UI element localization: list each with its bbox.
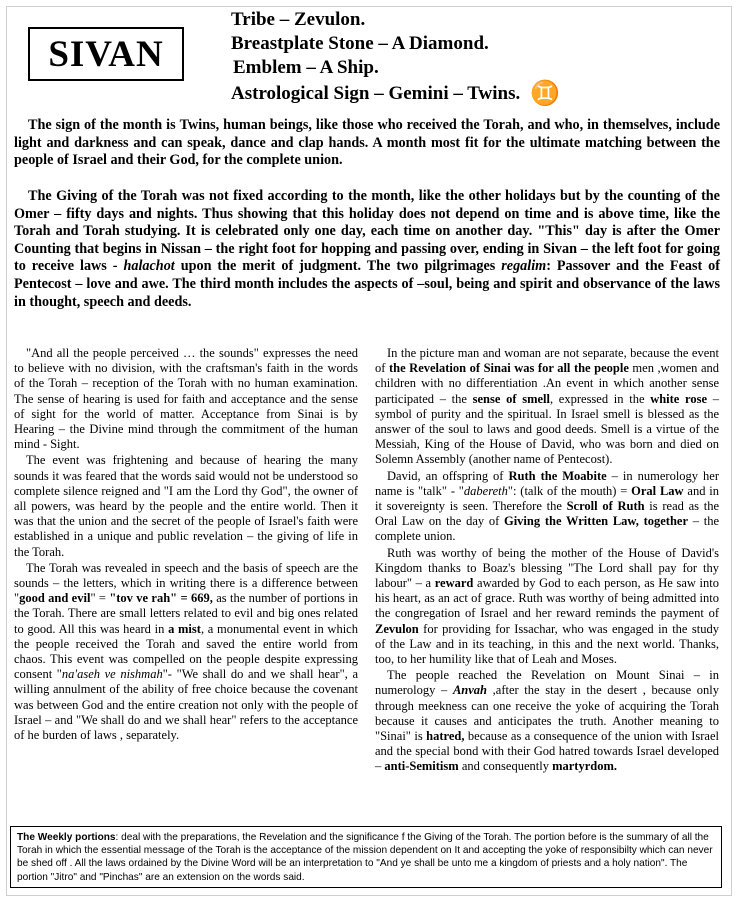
stone-label: Breastplate Stone – — [231, 33, 388, 54]
intro-paragraph-1: The sign of the month is Twins, human beings, like those who received the Torah, and who, in themselves, include light and darkness and can speak, dance and clap hands. A month most fit for the ultimate matching between the people of Israel and their God, for the complete union. — [14, 117, 720, 169]
tribe-line — [231, 8, 711, 32]
astro-label: Astrological Sign – — [231, 83, 384, 104]
astro-line — [231, 80, 711, 106]
right-column — [375, 346, 719, 776]
month-info — [231, 8, 711, 106]
astro-value: Gemini – Twins. — [388, 83, 521, 104]
stone-value: A Diamond. — [391, 33, 489, 54]
right-paragraph-2: David, an offspring of Ruth the Moabite – in numerology her name is "talk" - "dabereth": (talk of the mouth) = Oral Law and in it sovereignty is seen. Therefore the Scroll of Ruth is read as the Oral Law on the day of Giving the Written Law, together – the complete union. — [375, 468, 719, 544]
left-column — [14, 346, 358, 744]
emblem-line — [233, 56, 711, 80]
weekly-portions-heading: The Weekly portions — [17, 832, 116, 843]
stone-line — [231, 32, 711, 56]
tribe-value: Zevulon. — [293, 9, 366, 30]
month-title: SIVAN — [28, 27, 184, 81]
left-paragraph-1: "And all the people perceived … the sounds" expresses the need to believe with no division, with the craftsman's faith in the words of the Torah – reception of the Torah with no human examination. The sense of hearing is used for faith and acceptance and the sense of sight for the world of matter. Acceptance from Sinai is by Hearing – the Divine mind through the commitment of the human mind - Sight. — [14, 346, 358, 452]
emblem-value: A Ship. — [319, 57, 379, 78]
gemini-icon: ♊ — [530, 81, 561, 107]
right-paragraph-1: In the picture man and woman are not separate, because the event of the Revelation of Sinai was for all the people men ,women and children with no differentiation .An event in which another sense participated – the sense of smell, expressed in the white rose – symbol of purity and the spiritual. In Israel smell is blessed as the answer of the soul to laws and good deeds. Smell is a virtue of the Messiah, King of the House of David, who was born and died on Solemn Assembly (another name of Pentecost). — [375, 346, 719, 467]
tribe-label: Tribe – — [231, 9, 290, 30]
left-paragraph-3: The Torah was revealed in speech and the basis of speech are the sounds – the letters, which in writing there is a difference between "good and evil" = "tov ve rah" = 669, as the number of portions in the Torah. There are small letters related to evil and big ones related to good. All this was heard in a mist, a monumental event in which the people received the Torah and saved the entire world from chaos. This event was compelled on the people despite expressing consent "na'aseh ve nishmah"- "We shall do and we shall hear", a willing annulment of the ability of free choice because the covenant was between God and the entire creation not only with the people of Israel – and "We shall do and we shall hear" refers to the acceptance of he burden of laws , separately. — [14, 560, 358, 743]
intro-paragraph-2: The Giving of the Torah was not fixed according to the month, like the other holidays but by the counting of the Omer – fifty days and nights. Thus showing that this holiday does not depend on time and is above time, like the Torah and Torah studying. It is celebrated only one day, each time on another day. "This" day is after the Omer Counting that begins in Nissan – the right foot for hopping and passing over, ending in Sivan – the left foot for going to receive laws - halachot upon the merit of judgment. The two pilgrimages regalim: Passover and the Feast of Pentecost – love and awe. The third month includes the aspects of –soul, being and spirit and observance of the laws in thought, speech and deeds. — [14, 188, 721, 310]
weekly-portions-text: : deal with the preparations, the Revelation and the significance f the Giving of the Torah. The portion before is the summary of all the Torah in which the essential message of the Torah is the acceptance of the mission dependent on It and accepting the yoke of responsibilty which can never be shed off . All the laws ordained by the Divine Word will be an interpretation to "And ye shall be unto me a kingdom of priests and a holy nation". The portion "Jitro" and "Pinchas" are an extension on the words said. — [17, 832, 713, 883]
left-paragraph-2: The event was frightening and because of hearing the many sounds it was feared that the words said would not be understood so complete silence reigned and "I am the Lord thy God", the owner of all powers, was heard by the people and the entire world. Then it was that the union and the secret of the people of Israel's faith were established in a unique and public revelation – the giving of life in the Torah. — [14, 453, 358, 559]
weekly-portions-box — [10, 826, 722, 888]
right-paragraph-4: The people reached the Revelation on Mount Sinai – in numerology – Anvah ,after the stay in the desert , because only through meekness can one receive the yoke of acquiring the Torah because it causes and anticipates the truth. Another meaning to "Sinai" is hatred, because as a consequence of the union with Israel and the special bond with their God hatred towards Israel developed – anti-Semitism and consequently martyrdom. — [375, 668, 719, 774]
right-paragraph-3: Ruth was worthy of being the mother of the House of David's Kingdom thanks to Boaz's blessing "The Lord shall pay for thy labour" – a reward awarded by God to each person, as He saw into his heart, as an act of grace. Ruth was worthy of being admitted into the congregation of Israel and her reward reminds the payment of Zevulon for providing for Issachar, who was engaged in the study of the Law and in its teaching, in this and the next world. Thanks, too, to her humility like that of Leah and Moses. — [375, 545, 719, 667]
emblem-label: Emblem – — [233, 57, 316, 78]
